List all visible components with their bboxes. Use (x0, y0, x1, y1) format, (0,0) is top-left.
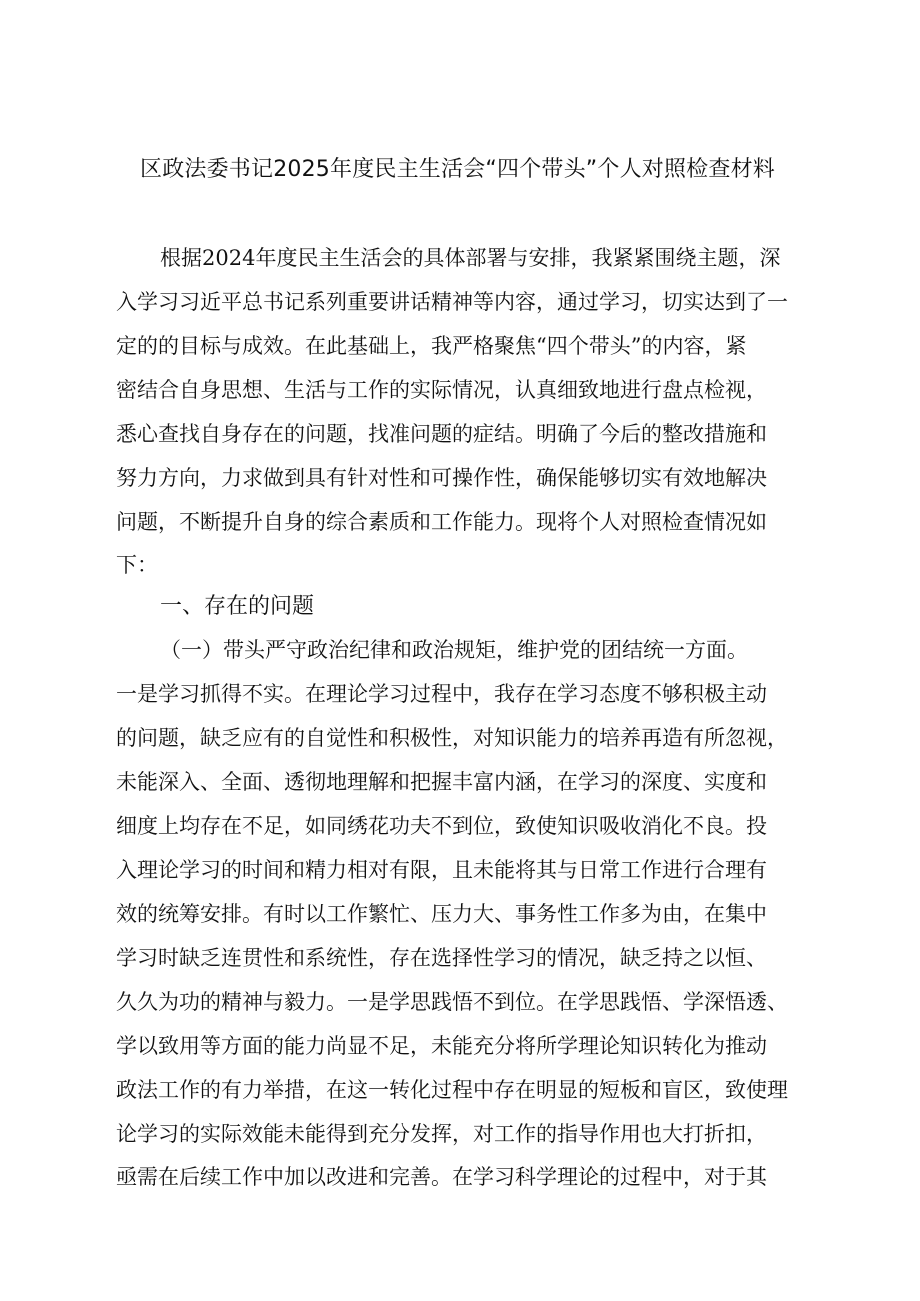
body-line: 学习时缺乏连贯性和系统性，存在选择性学习的情况，缺乏持之以恒、 (116, 946, 767, 970)
document-title: 区政法委书记2025年度民主生活会“四个带头”个人对照检查材料 (140, 157, 775, 182)
intro-line: 密结合自身思想、生活与工作的实际情况，认真细致地进行盘点检视， (116, 378, 767, 402)
intro-line: 入学习习近平总书记系列重要讲话精神等内容，通过学习，切实达到了一 (116, 290, 788, 314)
body-line: 入理论学习的时间和精力相对有限，且未能将其与日常工作进行合理有 (116, 858, 767, 882)
body-line: 一是学习抓得不实。在理论学习过程中，我存在学习态度不够积极主动 (116, 682, 767, 706)
intro-line: 定的的目标与成效。在此基础上，我严格聚焦“四个带头”的内容，紧 (116, 334, 747, 358)
body-line: 未能深入、全面、透彻地理解和把握丰富内涵，在学习的深度、实度和 (116, 770, 767, 794)
intro-line: 努力方向，力求做到具有针对性和可操作性，确保能够切实有效地解决 (116, 466, 767, 490)
body-line: 久久为功的精神与毅力。一是学思践悟不到位。在学思践悟、学深悟透、 (116, 990, 788, 1014)
intro-line: 问题，不断提升自身的综合素质和工作能力。现将个人对照检查情况如 (116, 510, 767, 534)
body-line: 学以致用等方面的能力尚显不足，未能充分将所学理论知识转化为推动 (116, 1034, 767, 1058)
subsection-heading: （一）带头严守政治纪律和政治规矩，维护党的团结统一方面。 (160, 638, 748, 662)
body-line: 效的统筹安排。有时以工作繁忙、压力大、事务性工作多为由，在集中 (116, 902, 767, 926)
body-line: 论学习的实际效能未能得到充分发挥，对工作的指导作用也大打折扣， (116, 1122, 767, 1146)
body-line: 政法工作的有力举措，在这一转化过程中存在明显的短板和盲区，致使理 (116, 1078, 788, 1102)
body-line: 亟需在后续工作中加以改进和完善。在学习科学理论的过程中，对于其 (116, 1165, 767, 1189)
intro-line: 悉心查找自身存在的问题，找准问题的症结。明确了今后的整改措施和 (116, 422, 767, 446)
intro-line: 根据2024年度民主生活会的具体部署与安排，我紧紧围绕主题，深 (160, 246, 781, 270)
body-line: 的问题，缺乏应有的自觉性和积极性，对知识能力的培养再造有所忽视， (116, 726, 788, 750)
body-line: 细度上均存在不足，如同绣花功夫不到位，致使知识吸收消化不良。投 (116, 814, 767, 838)
intro-line: 下： (116, 553, 158, 577)
section-heading: 一、存在的问题 (160, 594, 315, 619)
